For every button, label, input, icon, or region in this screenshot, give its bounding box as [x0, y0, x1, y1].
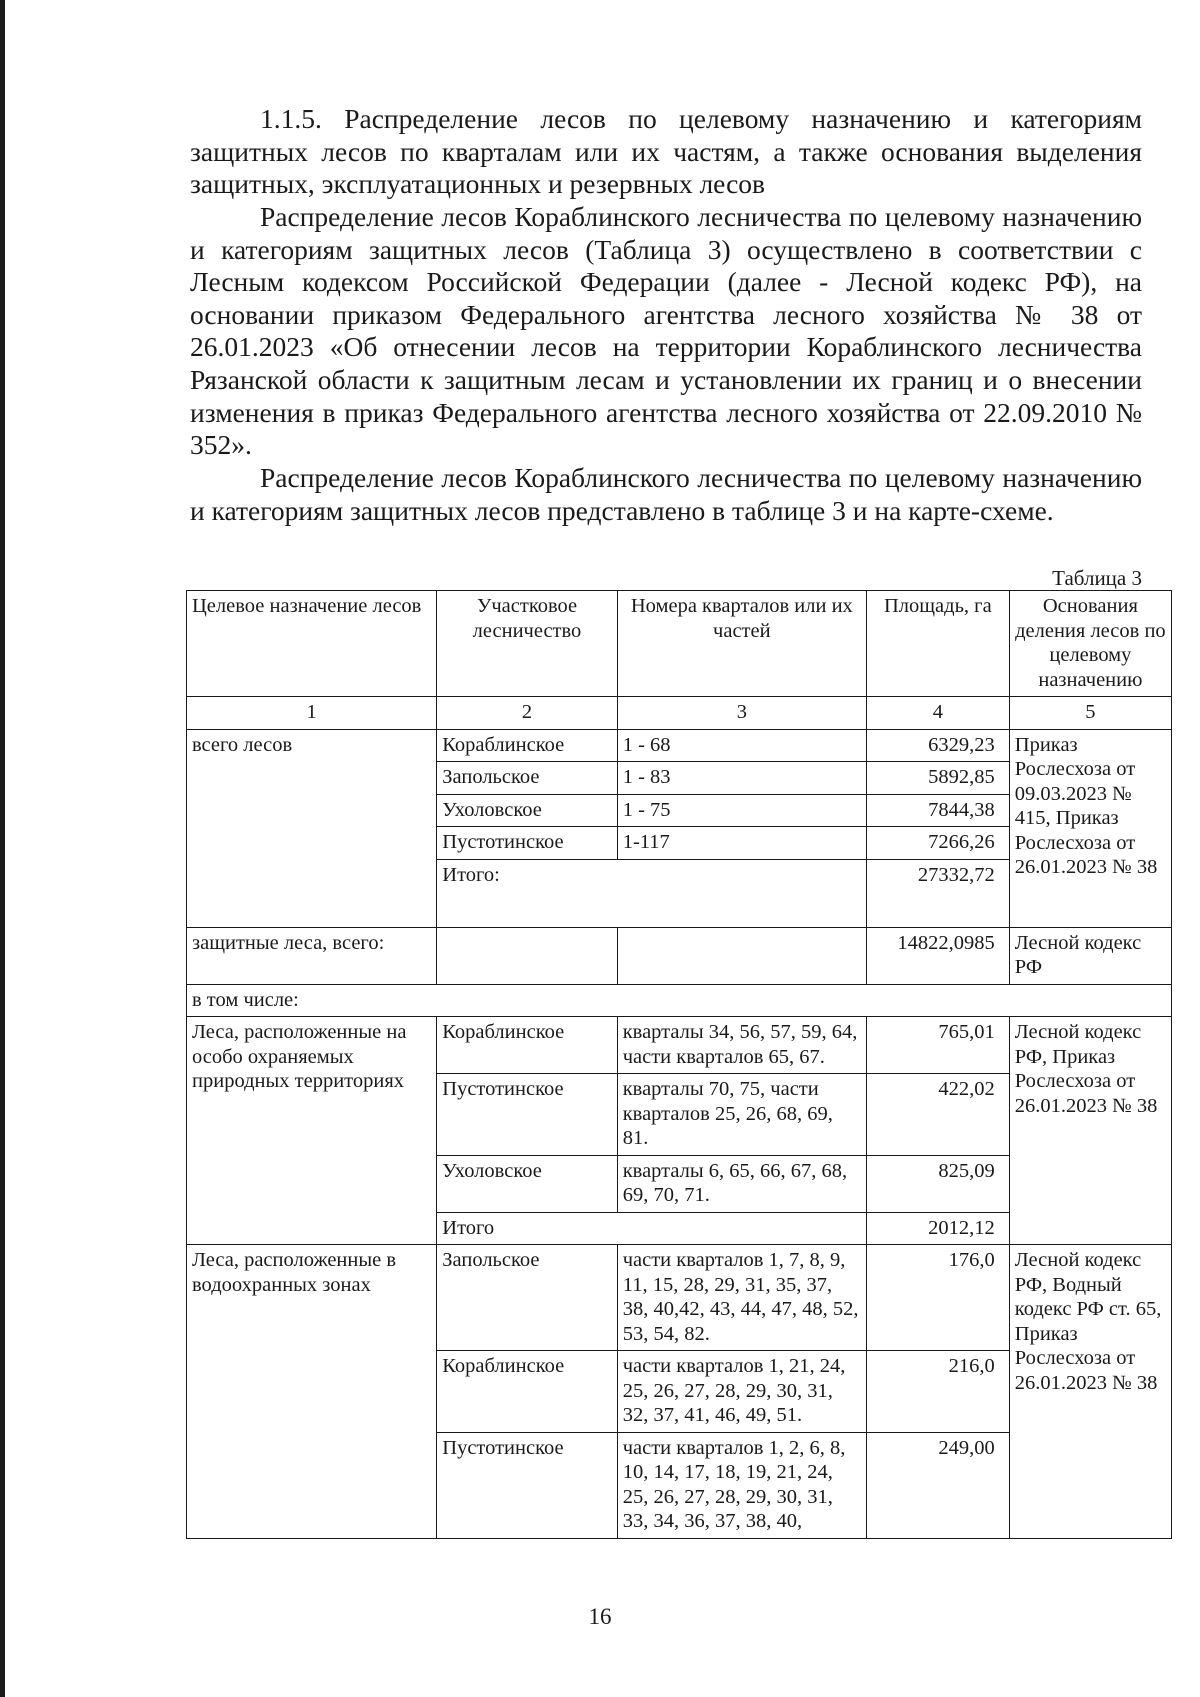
forestry-cell: Кораблинское	[437, 729, 617, 762]
quarters-cell: 1 - 83	[617, 762, 866, 795]
area-cell: 5892,85	[866, 762, 1009, 795]
total-area-cell: 27332,72	[866, 859, 1009, 927]
header-purpose: Целевое назначение лесов	[187, 591, 437, 697]
area-cell: 825,09	[866, 1155, 1009, 1212]
total-label-cell: Итого	[437, 1212, 867, 1245]
quarters-cell: части кварталов 1, 2, 6, 8, 10, 14, 17, 18, 19, 21, 24, 25, 26, 27, 28, 29, 30, 31, 33, 34, 36, 37, 38, 40,	[617, 1432, 866, 1538]
purpose-cell: Леса, расположенные на особо охраняемых природных территориях	[187, 1017, 437, 1245]
quarters-cell: 1-117	[617, 827, 866, 860]
area-cell: 6329,23	[866, 729, 1009, 762]
total-label-cell: Итого:	[437, 859, 867, 927]
forest-distribution-table	[186, 590, 1172, 1539]
table-row	[187, 927, 1172, 984]
forestry-cell: Ухоловское	[437, 1155, 617, 1212]
purpose-cell: всего лесов	[187, 729, 437, 927]
quarters-cell	[617, 927, 866, 984]
header-basis: Основания деления лесов по целевому назначению	[1009, 591, 1171, 697]
column-number: 5	[1009, 697, 1171, 730]
quarters-cell: 1 - 75	[617, 794, 866, 827]
including-label-cell: в том числе:	[187, 984, 1172, 1017]
header-forestry: Участковое лесничество	[437, 591, 617, 697]
column-number: 1	[187, 697, 437, 730]
area-cell: 765,01	[866, 1017, 1009, 1074]
purpose-cell: защитные леса, всего:	[187, 927, 437, 984]
area-cell: 7844,38	[866, 794, 1009, 827]
forestry-cell: Пустотинское	[437, 1074, 617, 1156]
area-cell: 249,00	[866, 1432, 1009, 1538]
header-area: Площадь, га	[866, 591, 1009, 697]
table-row	[187, 1017, 1172, 1074]
paragraph-2: Распределение лесов Кораблинского лесничества по целевому назначению и категориям защитных лесов представлено в таблице 3 и на карте-схеме.	[190, 462, 1142, 526]
header-quarters: Номера кварталов или их частей	[617, 591, 866, 697]
forestry-cell: Запольское	[437, 762, 617, 795]
area-cell: 7266,26	[866, 827, 1009, 860]
page-number: 16	[588, 1604, 612, 1629]
quarters-cell: кварталы 70, 75, части кварталов 25, 26, 68, 69, 81.	[617, 1074, 866, 1156]
quarters-cell: 1 - 68	[617, 729, 866, 762]
table-row	[187, 729, 1172, 762]
quarters-cell: кварталы 34, 56, 57, 59, 64, части кварталов 65, 67.	[617, 1017, 866, 1074]
forestry-cell: Пустотинское	[437, 827, 617, 860]
area-cell: 14822,0985	[866, 927, 1009, 984]
basis-cell: Лесной кодекс РФ, Водный кодекс РФ ст. 65, Приказ Рослесхоза от 26.01.2023 № 38	[1009, 1245, 1171, 1539]
area-cell: 176,0	[866, 1245, 1009, 1351]
forestry-cell	[437, 927, 617, 984]
forestry-cell: Кораблинское	[437, 1351, 617, 1433]
table-header-row	[187, 591, 1172, 697]
basis-cell: Лесной кодекс РФ, Приказ Рослесхоза от 26.01.2023 № 38	[1009, 1017, 1171, 1245]
section-heading: 1.1.5. Распределение лесов по целевому назначению и категориям защитных лесов по кварталам или их частям, а также основания выделения защитных, эксплуатационных и резервных лесов	[190, 103, 1142, 200]
column-number: 4	[866, 697, 1009, 730]
quarters-cell: части кварталов 1, 7, 8, 9, 11, 15, 28, 29, 31, 35, 37, 38, 40,42, 43, 44, 47, 48, 52, 53, 54, 82.	[617, 1245, 866, 1351]
table-row	[187, 984, 1172, 1017]
area-cell: 216,0	[866, 1351, 1009, 1433]
forestry-cell: Кораблинское	[437, 1017, 617, 1074]
quarters-cell: кварталы 6, 65, 66, 67, 68, 69, 70, 71.	[617, 1155, 866, 1212]
basis-cell: Приказ Рослесхоза от 09.03.2023 № 415, Приказ Рослесхоза от 26.01.2023 № 38	[1009, 729, 1171, 927]
quarters-cell: части кварталов 1, 21, 24, 25, 26, 27, 28, 29, 30, 31, 32, 37, 41, 46, 49, 51.	[617, 1351, 866, 1433]
column-number: 2	[437, 697, 617, 730]
table-caption: Таблица 3	[1052, 566, 1142, 590]
paragraph-1: Распределение лесов Кораблинского лесничества по целевому назначению и категориям защитных лесов (Таблица 3) осуществлено в соответствии с Лесным кодексом Российской Федерации (далее - Лесной кодекс РФ), на основании приказом Федерального агентства лесного хозяйства № 38 от 26.01.2023 «Об отнесении лесов на территории Кораблинского лесничества Рязанской области к защитным лесам и установлении их границ и о внесении изменения в приказ Федерального агентства лесного хозяйства от 22.09.2010 № 352».	[190, 201, 1142, 461]
column-number: 3	[617, 697, 866, 730]
basis-cell: Лесной кодекс РФ	[1009, 927, 1171, 984]
scan-edge	[0, 0, 5, 1697]
area-cell: 422,02	[866, 1074, 1009, 1156]
column-number-row	[187, 697, 1172, 730]
forestry-cell: Ухоловское	[437, 794, 617, 827]
forestry-cell: Пустотинское	[437, 1432, 617, 1538]
forestry-cell: Запольское	[437, 1245, 617, 1351]
purpose-cell: Леса, расположенные в водоохранных зонах	[187, 1245, 437, 1539]
total-area-cell: 2012,12	[866, 1212, 1009, 1245]
table-row	[187, 1245, 1172, 1351]
